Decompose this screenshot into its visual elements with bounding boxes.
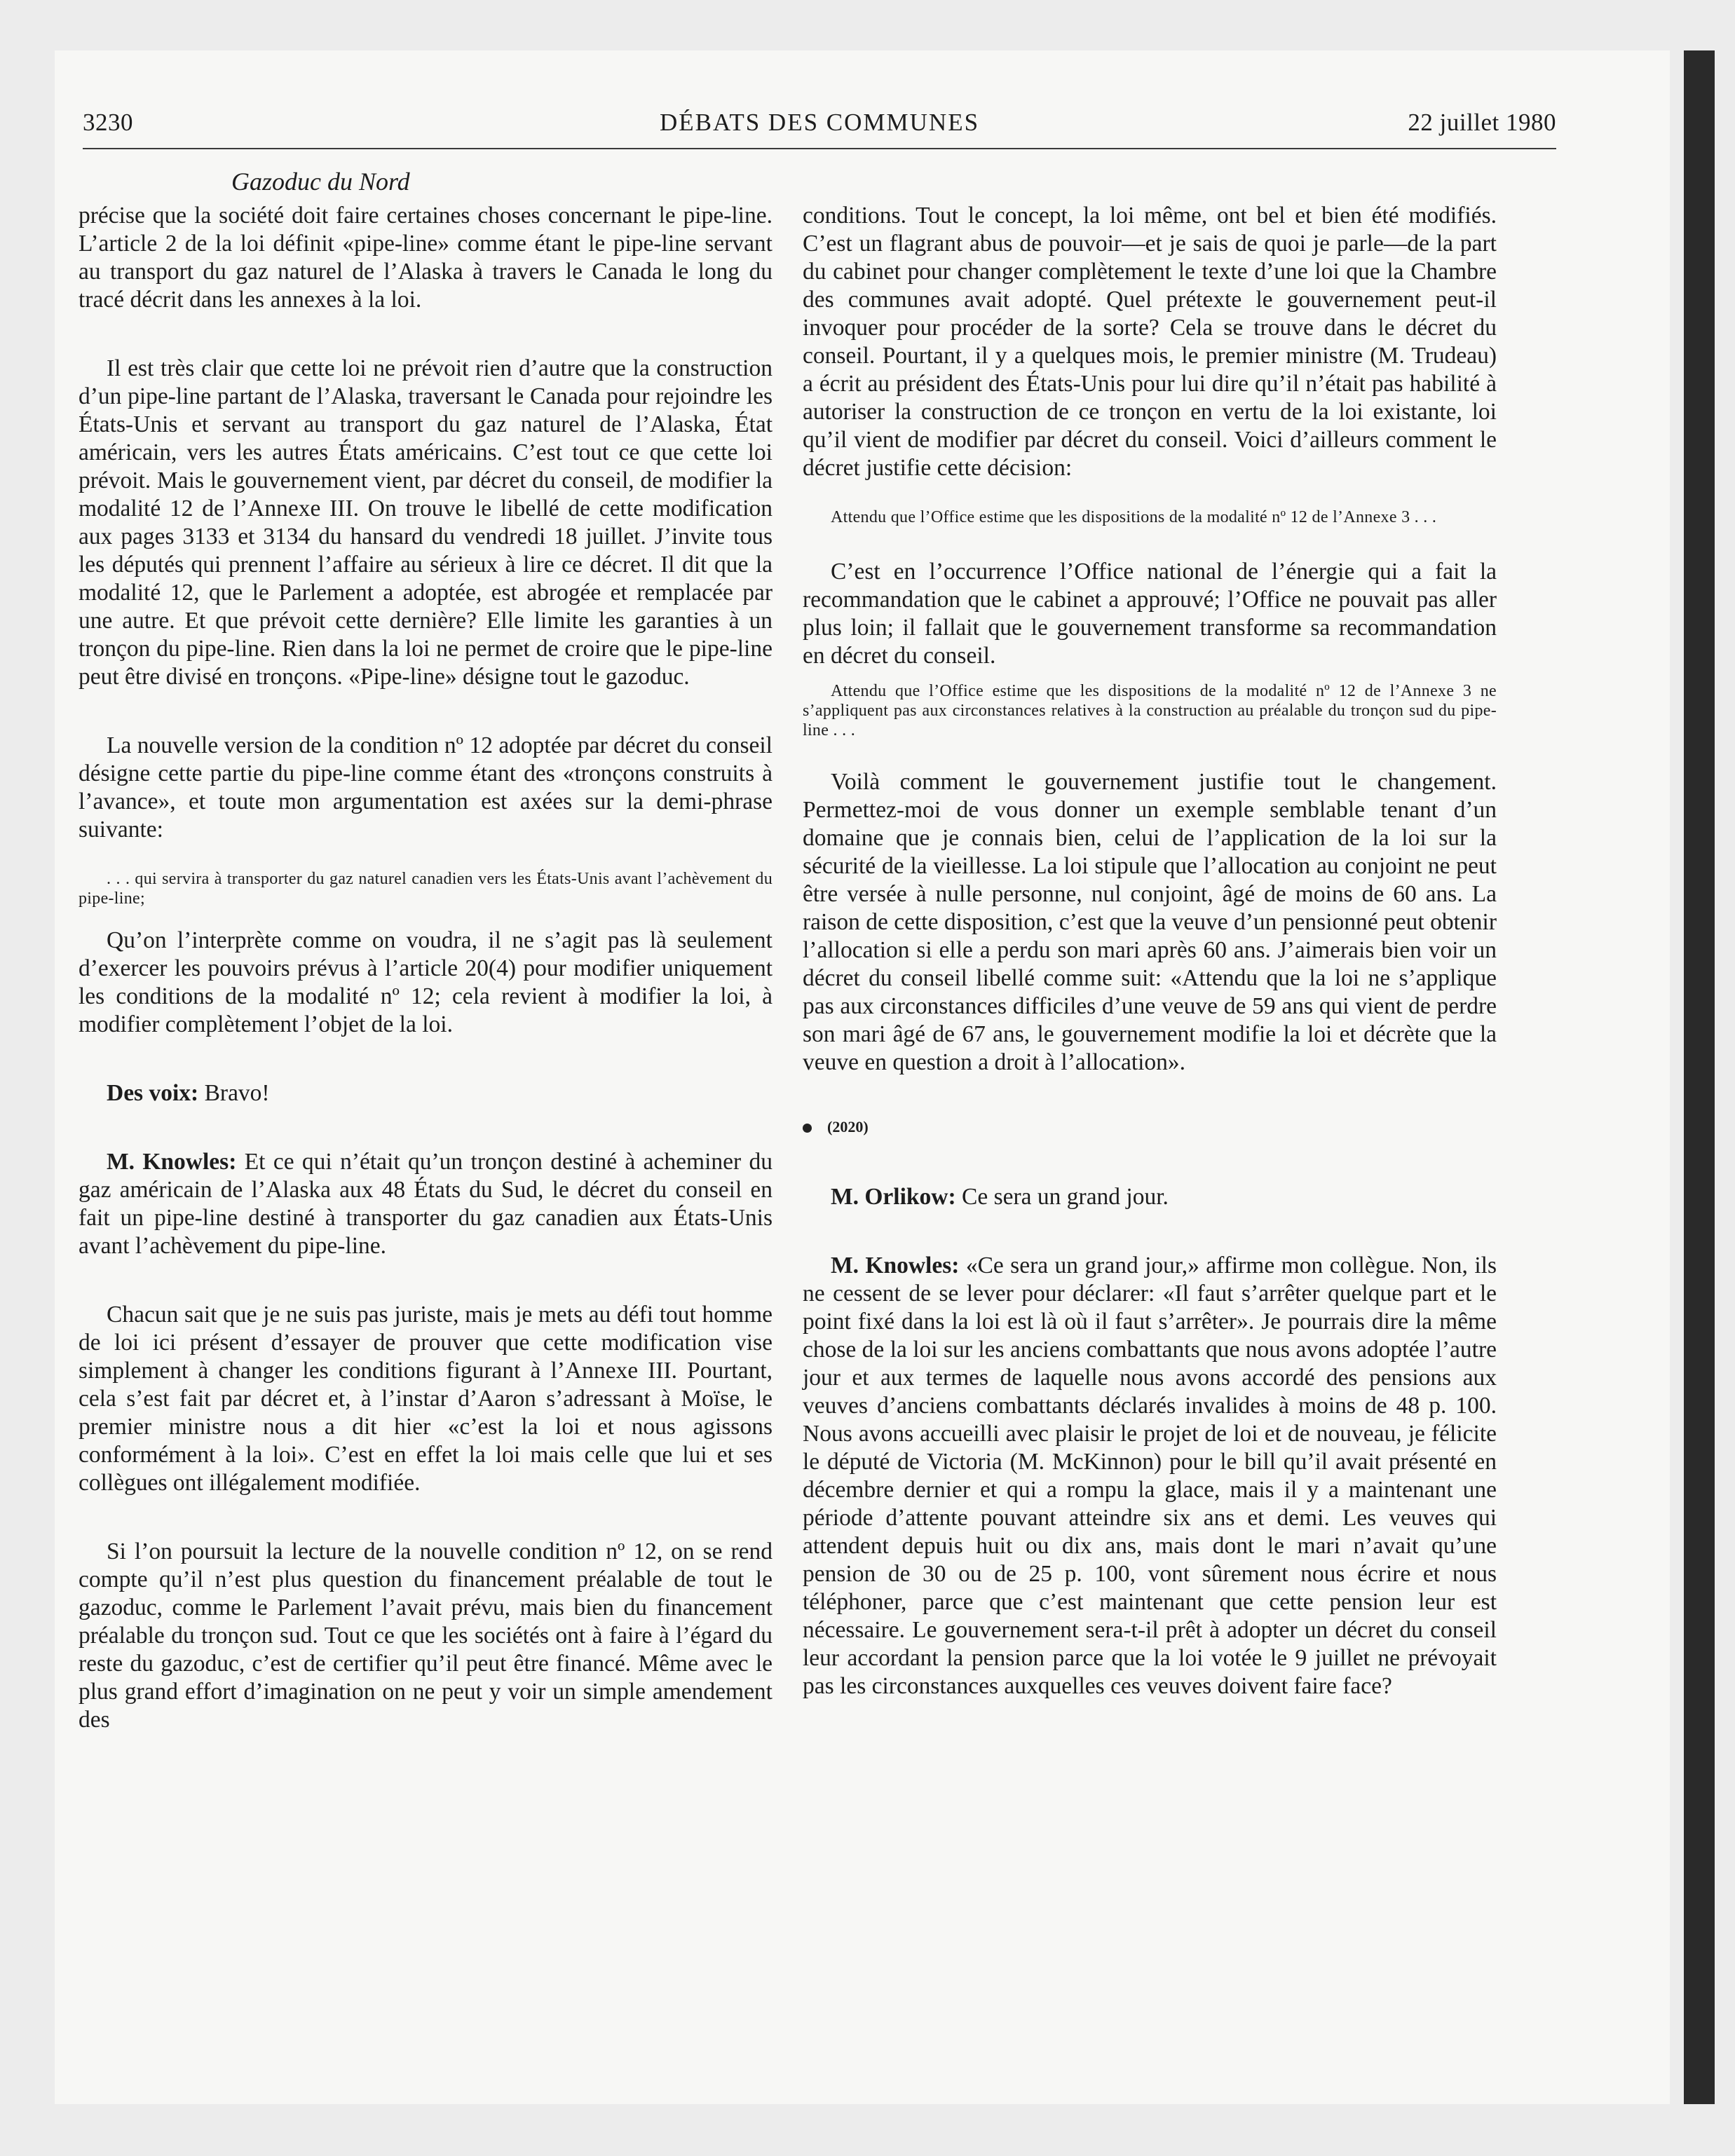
binding-edge: [1684, 50, 1715, 2104]
paragraph: précise que la société doit faire certaines choses concernant le pipe-line. L’article 2 de la loi définit «pipe-line» comme étant le pipe-line servant au transport du gaz naturel de l’Alaska à travers le Canada le long du tracé décrit dans les annexes à la loi.: [79, 203, 773, 313]
paragraph: conditions. Tout le concept, la loi même, ont bel et bien été modifiés. C’est un flagrant abus de pouvoir—et je sais de quoi je parle—de la part du cabinet pour changer complètement le texte d’une loi que la Chambre des communes avait adopté. Quel prétexte le gouvernement peut-il invoquer pour procéder de la sorte? Cela se trouve dans le décret du conseil. Pourtant, il y a quelques mois, le premier ministre (M. Trudeau) a écrit au président des États-Unis pour lui dire qu’il n’était pas habilité à autoriser la construction de ce tronçon en vertu de la loi existante, loi qu’il vient de modifier par décret du conseil. Voici d’ailleurs comment le décret justifie cette décision:: [803, 203, 1497, 481]
speech-text: «Ce sera un grand jour,» affirme mon collègue. Non, ils ne cessent de se lever pour déclarer: «Il faut s’arrêter quelque part et le point fixé dans la loi est là où il faut s’arrêter». Je pourrais dire la même chose de la loi sur les anciens combattants que nous avons adoptée l’autre jour et aux termes de laquelle nous avons accordé des pensions aux veuves d’anciens combattants déclarés invalides à moins de 48 p. 100. Nous avons accueilli avec plaisir le projet de loi et de nouveau, je félicite le député de Victoria (M. McKinnon) pour le bill qu’il avait présenté en décembre dernier et qui a rompu la glace, mais il y a maintenant une période d’attente pouvant atteindre six ans et demi. Les veuves qui attendent depuis huit ou dix ans, mais dont le mari n’avait qu’une pension de 30 ou de 25 p. 100, vont sûrement nous écrire et nous téléphoner, parce que c’est maintenant que cette pension leur est nécessaire. Le gouvernement sera-t-il prêt à adopter un décret du conseil leur accordant la pension parce que la loi votée le 9 juillet ne prévoyait pas les circonstances auxquelles ces veuves doivent faire face?: [803, 1253, 1497, 1699]
quotation: . . . qui servira à transporter du gaz naturel canadien vers les États-Unis avant l’achèvement du pipe-line;: [79, 870, 773, 908]
speech-text: Bravo!: [198, 1080, 270, 1106]
paragraph: Il est très clair que cette loi ne prévoit rien d’autre que la construction d’un pipe-line partant de l’Alaska, traversant le Canada pour rejoindre les États-Unis et servant au transport du gaz naturel de l’Alaska, État américain, vers les autres États américains. C’est tout ce que cette loi prévoit. Mais le gouvernement vient, par décret du conseil, de modifier la modalité 12 de l’Annexe III. On trouve le libellé de cette modification aux pages 3133 et 3134 du hansard du vendredi 18 juillet. J’invite tous les députés qui prennent l’affaire au sérieux à lire ce décret. Il dit que la modalité 12, que le Parlement a adoptée, est abrogée et remplacée par une autre. Et que prévoit cette dernière? Elle limite les garanties à un tronçon du pipe-line. Rien dans la loi ne permet de croire que le pipe-line peut être divisé en tronçons. «Pipe-line» désigne tout le gazoduc.: [79, 355, 773, 690]
speaker-name: Des voix:: [107, 1080, 199, 1106]
paragraph: Chacun sait que je ne suis pas juriste, mais je mets au défi tout homme de loi ici présent d’essayer de prouver que cette modification vise simplement à changer les conditions figurant à l’Annexe III. Pourtant, cela s’est fait par décret et, à l’instar d’Aaron s’adressant à Moïse, le premier ministre nous a dit hier «c’est la loi et nous agissons conformément à la loi». C’est en effet la loi mais celle que lui et ses collègues ont illégalement modifiée.: [79, 1302, 773, 1496]
paragraph: Voilà comment le gouvernement justifie tout le changement. Permettez-moi de vous donner un exemple semblable tenant d’un domaine que je connais bien, celui de l’application de la loi sur la sécurité de la vieillesse. La loi stipule que l’allocation au conjoint ne peut être versée à nulle personne, nul conjoint, âgé de moins de 60 ans. La raison de cette disposition, c’est que la veuve d’un pensionné peut obtenir l’allocation si elle a perdu son mari après 60 ans. J’aimerais bien voir un décret du conseil libellé comme suit: «Attendu que la loi ne s’applique pas aux circonstances difficiles d’une veuve de 59 ans qui vient de perdre son mari âgé de 67 ans, le gouvernement modifie la loi et décrète que la veuve en question a droit à l’allocation».: [803, 769, 1497, 1075]
speech-text: Ce sera un grand jour.: [955, 1184, 1169, 1210]
speaker-intervention: [79, 1148, 773, 1260]
header-title: DÉBATS DES COMMUNES: [659, 109, 980, 136]
page-number: 3230: [83, 109, 133, 136]
quotation: Attendu que l’Office estime que les dispositions de la modalité nº 12 de l’Annexe 3 . . .: [831, 508, 1437, 526]
right-column: [803, 202, 1497, 1726]
section-subtitle: Gazoduc du Nord: [231, 168, 410, 196]
speaker-name: M. Knowles:: [107, 1149, 237, 1175]
header-date: 22 juillet 1980: [1408, 109, 1556, 136]
paragraph: C’est en l’occurrence l’Office national de l’énergie qui a fait la recommandation que le cabinet a approuvé; l’Office ne pouvait pas aller plus loin; il fallait que le gouvernement transforme sa recommandation en décret du conseil.: [803, 559, 1497, 669]
page-header: [83, 109, 1556, 149]
speaker-name: M. Orlikow:: [831, 1184, 956, 1210]
paragraph: Qu’on l’interprète comme on voudra, il ne s’agit pas là seulement d’exercer les pouvoirs prévus à l’article 20(4) pour modifier uniquement les conditions de la modalité nº 12; cela revient à modifier la loi, à modifier complètement l’objet de la loi.: [79, 927, 773, 1037]
bullet-icon: [803, 1124, 812, 1133]
speaker-intervention: [803, 1252, 1497, 1700]
quotation: Attendu que l’Office estime que les dispositions de la modalité nº 12 de l’Annexe 3 ne s’appliquent pas aux circonstances relatives à la construction au préalable du tronçon sud du pipe-line . . .: [803, 682, 1497, 739]
speaker-intervention: [803, 1183, 1497, 1211]
paragraph: La nouvelle version de la condition nº 12 adoptée par décret du conseil désigne cette partie du pipe-line comme étant des «tronçons construits à l’avance», et toute mon argumentation est axées sur la demi-phrase suivante:: [79, 732, 773, 842]
paragraph: Si l’on poursuit la lecture de la nouvelle condition nº 12, on se rend compte qu’il n’est plus question du financement préalable de tout le gazoduc, comme le Parlement l’avait prévu, mais bien du financement préalable du tronçon sud. Tout ce que les sociétés ont à faire à l’égard du reste du gazoduc, c’est de certifier qu’il peut être financé. Même avec le plus grand effort d’imagination on ne peut y voir un simple amendement des: [79, 1538, 773, 1733]
time-marker-text: (2020): [827, 1118, 869, 1135]
speaker-intervention: [79, 1079, 773, 1107]
left-column: [79, 202, 773, 1759]
speech-text: Et ce qui n’était qu’un tronçon destiné à acheminer du gaz américain de l’Alaska aux 48 États du Sud, le décret du conseil en fait un pipe-line destiné à transporter du gaz canadien aux États-Unis avant l’achèvement du pipe-line.: [79, 1149, 773, 1259]
time-marker: [803, 1113, 1497, 1141]
speaker-name: M. Knowles:: [831, 1253, 960, 1278]
